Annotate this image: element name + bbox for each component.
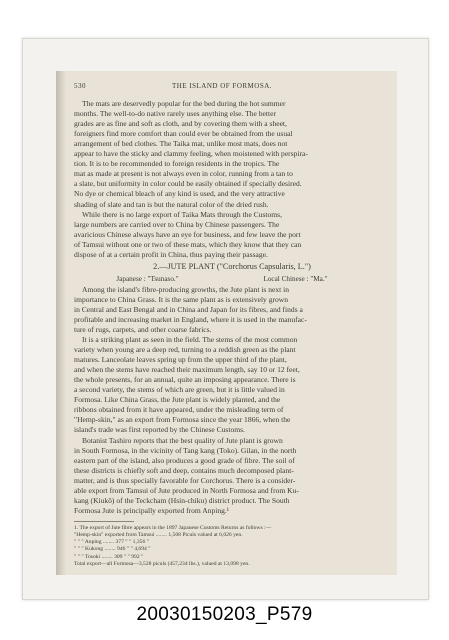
paragraph-mats [74,99,390,210]
text-line: able export from Tamsui of Jute produced in North Formosa and from Ku- [74,485,299,495]
japanese-name: Japanese : "Tsunaso." [116,274,179,283]
text-line: ture of rugs, carpets, and other coarse fabrics. [74,324,212,334]
paragraph-jute-field [74,335,390,435]
text-line: kang (Kiukō) of the Teckcham (Hsin-chiku) district product. The South [74,495,290,505]
text-line: Botanist Tashiro reports that the best quality of Jute plant is grown [82,435,283,445]
footnote-line: " " " Anping ........ 377 " " 1,356 " [74,539,149,546]
text-line: importance to China Grass. It is the same plant as is extensively grown [74,294,288,304]
page-text [74,81,390,568]
footnote-line: " " " Tosoki ........ 309 " " 992 " [74,553,144,560]
text-line: a slate, but uniformity in color could be easily obtained if specially desired. [74,179,302,189]
text-line: in Central and East Bengal and in China and Japan for its fibres, and finds a [74,304,303,314]
footnote-rule [74,521,134,522]
text-line: Among the island's fibre-producing growths, the Jute plant is next in [82,284,289,294]
text-line: grades are as fine and soft as cloth, and by covering them with a sheet, [74,119,287,129]
text-line: these districts is chiefly soft and deep, contains much decomposed plant- [74,465,294,475]
text-line: and when the stems have reached their maximum length, say 10 or 12 feet, [74,365,300,375]
text-line: The mats are deservedly popular for the bed during the hot summer [82,99,286,109]
text-line: matures. Lanceolate leaves spring up from the upper third of the plant, [74,355,287,365]
catalog-id: 20030150203_P579 [136,604,313,625]
footnote-line: " " " Kukong ........ 946 " " 4,694 " [74,546,151,553]
paragraph-export [74,210,390,260]
local-chinese-name: Local Chinese : "Ma." [263,274,328,283]
text-line: Formosa Jute is principally exported from Anping.¹ [74,505,230,515]
paragraph-botanist [74,436,390,516]
text-line: It is a striking plant as seen in the field. The stems of the most common [82,335,298,345]
text-line: While there is no large export of Taika Mats through the Customs, [82,209,282,219]
text-line: of Tamsui without one or two of these mats, which they know that they can [74,239,302,249]
text-line: avaricious Chinese always have an eye for business, and few leave the port [74,229,301,239]
text-line: mat as made at present is not always even in color, running from a tan to [74,169,293,179]
footnote-line: "Hemp-skin" exported from Tamsui ........ 1,508 Piculs valued at 6,026 yen. [74,532,243,539]
text-line: a second variety, the stems of which are green, but it is little valued in [74,385,285,395]
footnote [74,525,390,568]
text-line: large numbers are carried over to China by Chinese passengers. The [74,219,280,229]
paragraph-jute-intro [74,285,390,335]
section-heading: 2.—JUTE PLANT ("Corchorus Capsularis, L.") [153,261,311,271]
text-line: variety when young are a deep red, turning to a reddish green as the plant [74,345,296,355]
text-line: in South Formosa, in the vicinity of Tang kang (Toko). Gilan, in the north [74,445,297,455]
plant-names [74,274,390,285]
text-line: ribbons obtained from it have appeared, under the misleading term of [74,405,284,415]
text-line: appear to have the sticky and clammy feeling, when moistened with perspira- [74,149,308,159]
running-head [74,81,390,91]
text-line: matter, and is thus specially favorable for Corchorus. There is a consider- [74,475,296,485]
text-line: foreigners find more comfort than could ever be obtained from the usual [74,129,293,139]
page-number: 530 [74,82,86,90]
text-line: dispose of at a certain profit in China, thus paying their passage. [74,249,268,259]
text-line: months. The well-to-do native rarely uses anything else. The better [74,109,276,119]
book-page [56,71,397,575]
running-title: THE ISLAND OF FORMOSA. [171,82,273,90]
text-line: the whole presents, for an annual, quite an imposing appearance. There is [74,375,296,385]
text-line: Formosa. Like China Grass, the Jute plant is widely planted, and the [74,395,281,405]
footnote-line: Total export—all Formosa—3,528 piculs (457,234 lbs.), valued at 13,098 yen. [74,560,250,567]
text-line: "Hemp-skin," as an export from Formosa since the year 1866, when the [74,415,291,425]
text-line: island's trade was first reported by the Chinese Customs. [74,425,245,435]
gutter-shadow [56,71,66,575]
text-line: arrangement of bed clothes. The Taika mat, unlike most mats, does not [74,139,288,149]
footnote-line: 1. The export of Jute fibre appears in the 1897 Japanese Customs Returns as follows :— [74,524,272,531]
text-line: tion. It is to be recommended to foreign residents in the tropics. The [74,159,280,169]
text-line: eastern part of the island, also produces a good grade of fibre. The soil of [74,455,295,465]
text-line: shading of slate and tan is but the natural color of the dried rush. [74,199,269,209]
text-line: No dye or chemical bleach of any kind is used, and the very attractive [74,189,285,199]
text-line: profitable and increasing market in England, where it is used in the manufac- [74,314,307,324]
